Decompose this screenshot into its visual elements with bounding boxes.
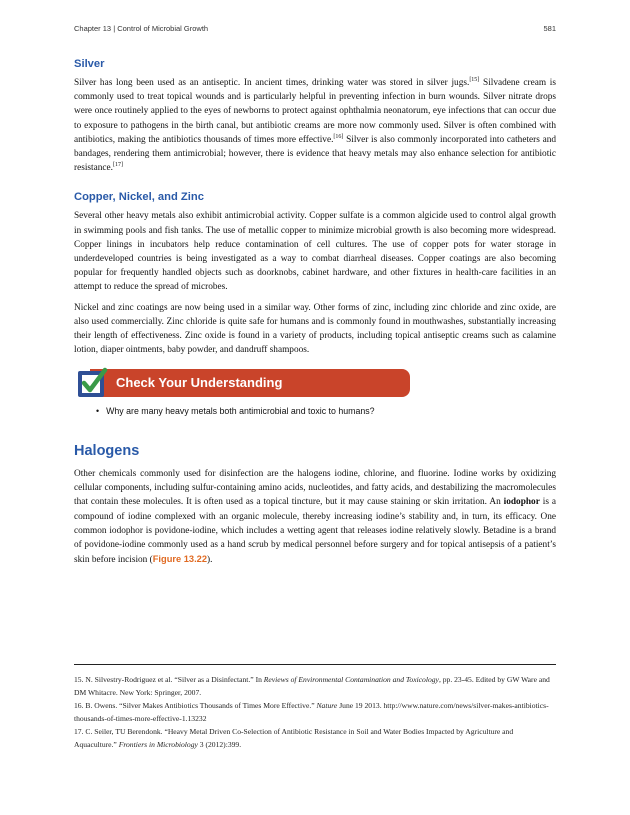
fn17-title: Frontiers in Microbiology	[118, 740, 198, 749]
halogens-text-1: Other chemicals commonly used for disinfection are the halogens iodine, chlorine, and fluorine. Iodine works by oxidizing cellular components, including sulfur-containing amino acids, nucleotides, and fatty acids, and destabilizing the macromolecules that contain these molecules. It is often used as a topical tincture, but it may cause staining or skin irritation. An	[74, 469, 556, 508]
fn15-title: Reviews of Environmental Contamination and Toxicology	[263, 675, 439, 684]
heading-silver: Silver	[74, 58, 105, 70]
fn15-text-2: , pp. 23-45. Edited by GW Ware and DM Whitacre. New York: Springer, 2007.	[74, 675, 550, 697]
paragraph-copper-1: Several other heavy metals also exhibit antimicrobial activity. Copper sulfate is a common algicide used to control algal growth in swimming pools and fish tanks. The use of metallic copper to minimize microbial growth is also becoming more widespread. Copper linings in incubators help reduce contamination of cell cultures. The use of copper pots for water storage in underdeveloped countries is being investigated as a way to combat diarrheal diseases. Copper coatings are also becoming popular for frequently handled objects such as doorknobs, cabinet hardware, and other fixtures in health-care facilities in an attempt to reduce the spread of microbes.	[74, 211, 556, 293]
footnotes	[74, 673, 556, 751]
footnote-15	[74, 673, 556, 699]
silver-text-3: Silver is also commonly incorporated into catheters and bandages, rendering them antimicrobial; however, there is evidence that heavy metals may also enhance selection for antibiotic resistance.	[74, 134, 556, 174]
footnote-16	[74, 699, 556, 725]
footnote-divider	[74, 664, 556, 665]
silver-text-2: Silvadene cream is commonly used to treat topical wounds and is particularly helpful in preventing infection in burn wounds. Silver nitrate drops were once routinely applied to the eyes of newborns to protect against ophthalmia neonatorum, eye infections that can occur due to exposure to pathogens in the birth canal, but antibiotic creams are more now commonly used. Silver is often combined with antibiotics, making the antibiotics thousands of times more effective.	[74, 78, 557, 145]
fn16-text-2[interactable]: June 19 2013. http://www.nature.com/news/silver-makes-antibiotics-thousands-of-times-more-effective-1.13232	[74, 701, 549, 723]
ref-17[interactable]: [17]	[112, 162, 123, 169]
ref-15[interactable]: [15]	[469, 76, 480, 83]
running-header	[74, 24, 556, 33]
footnote-17	[74, 725, 556, 751]
halogens-text-3: ).	[207, 555, 213, 566]
check-title: Check Your Understanding	[116, 375, 283, 390]
fn16-title: Nature	[316, 701, 338, 710]
paragraph-halogens	[74, 467, 556, 567]
heading-copper: Copper, Nickel, and Zinc	[74, 191, 204, 204]
paragraph-copper-2: Nickel and zinc coatings are now being used in a similar way. Other forms of zinc, including zinc chloride and zinc oxide, are also used commercially. Zinc chloride is quite safe for humans and is commonly found in mouthwashes, substantially increasing their length of effectiveness. Zinc oxide is found in a variety of products, including topical antiseptic creams such as calamine lotion, diaper ointments, baby powder, and dandruff shampoos.	[74, 302, 556, 356]
question-text: Why are many heavy metals both antimicrobial and toxic to humans?	[106, 406, 375, 416]
fn16-text-1: 16. B. Owens. “Silver Makes Antibiotics Thousands of Times More Effective.”	[74, 701, 317, 710]
bullet-marker: •	[96, 406, 100, 416]
ref-16[interactable]: [16]	[333, 133, 344, 140]
term-iodophor: iodophor	[503, 497, 540, 508]
question-list-item	[96, 406, 375, 416]
paragraph-silver	[74, 76, 556, 175]
fn17-text-1: 17. C. Seiler, TU Berendonk. “Heavy Metal Driven Co-Selection of Antibiotic Resistance in Soil and Water Bodies Impacted by Agriculture and Aquaculture.”	[74, 727, 514, 749]
fn15-text-1: 15. N. Silvestry-Rodriguez et al. “Silver as a Disinfectant.” In	[74, 675, 264, 684]
check-your-understanding-banner	[76, 367, 412, 399]
silver-text-1: Silver has long been used as an antiseptic. In ancient times, drinking water was stored in silver jugs.	[74, 78, 470, 88]
heading-halogens: Halogens	[74, 443, 140, 459]
chapter-title: Chapter 13 | Control of Microbial Growth	[74, 24, 209, 33]
checkbox-check-icon	[76, 367, 108, 399]
halogens-text-2: is a compound of iodine complexed with an organic molecule, thereby increasing iodine’s stability and, in turn, its efficacy. One common iodophor is povidone-iodine, which includes a wetting agent that releases iodine relatively slowly. Betadine is a brand of povidone-iodine commonly used as a hand scrub by medical personnel before surgery and for topical antisepsis of a patient’s skin before incision (	[74, 497, 556, 566]
figure-13-22-link[interactable]: Figure 13.22	[152, 554, 208, 565]
page-number: 581	[543, 24, 556, 33]
halogens-section	[74, 443, 556, 573]
fn17-text-2: 3 (2012):399.	[197, 740, 242, 749]
main-content	[74, 58, 556, 363]
